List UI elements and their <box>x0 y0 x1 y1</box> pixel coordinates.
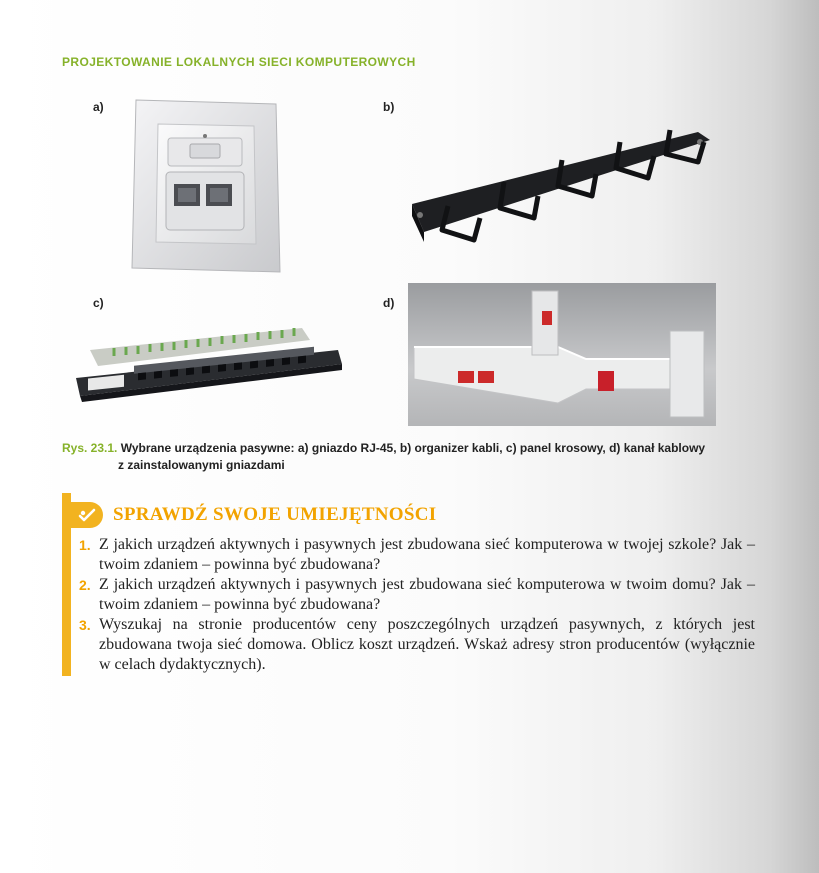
cable-duct-photo <box>408 283 716 426</box>
panel-label-d: d) <box>383 296 395 310</box>
item-number: 3. <box>79 617 91 633</box>
cable-organizer-photo <box>408 120 714 245</box>
skills-header <box>78 502 436 528</box>
figure-caption <box>62 440 722 474</box>
list-item <box>79 615 755 675</box>
item-text: Z jakich urządzeń aktywnych i pasywnych jest zbudowana sieć komputerowa w twoim domu? Jak – twoim zdaniem – powinna być zbudowana? <box>99 576 755 613</box>
caption-label: Rys. 23.1. <box>62 441 118 455</box>
caption-text: Wybrane urządzenia pasywne: a) gniazdo RJ-45, b) organizer kabli, c) panel krosowy, d) kanał kablowy <box>120 441 706 455</box>
skills-title: SPRAWDŹ SWOJE UMIEJĘTNOŚCI <box>113 504 437 525</box>
check-hand-icon <box>71 502 103 528</box>
panel-label-a: a) <box>93 100 104 114</box>
item-text: Z jakich urządzeń aktywnych i pasywnych jest zbudowana sieć komputerowa w twojej szkole? Jak – twoim zdaniem – powinna być zbudowana? <box>99 536 755 573</box>
rj45-wall-socket-photo <box>130 96 282 276</box>
panel-label-c: c) <box>93 296 104 310</box>
caption-text-continued: z zainstalowanymi gniazdami <box>118 458 285 472</box>
list-item <box>79 535 755 575</box>
panel-label-b: b) <box>383 100 395 114</box>
item-number: 1. <box>79 537 91 553</box>
patch-panel-photo <box>74 320 344 406</box>
skills-box <box>62 493 761 676</box>
list-item <box>79 575 755 615</box>
skills-list <box>79 535 755 675</box>
item-number: 2. <box>79 577 91 593</box>
running-header: PROJEKTOWANIE LOKALNYCH SIECI KOMPUTEROWYCH <box>62 55 416 69</box>
item-text: Wyszukaj na stronie producentów ceny poszczególnych urządzeń pasywnych, z których jest zbudowana twoja sieć domowa. Oblicz koszt urządzeń. Wskaż adresy stron producentów (wyłącznie w celach dydaktycznych). <box>99 616 755 673</box>
